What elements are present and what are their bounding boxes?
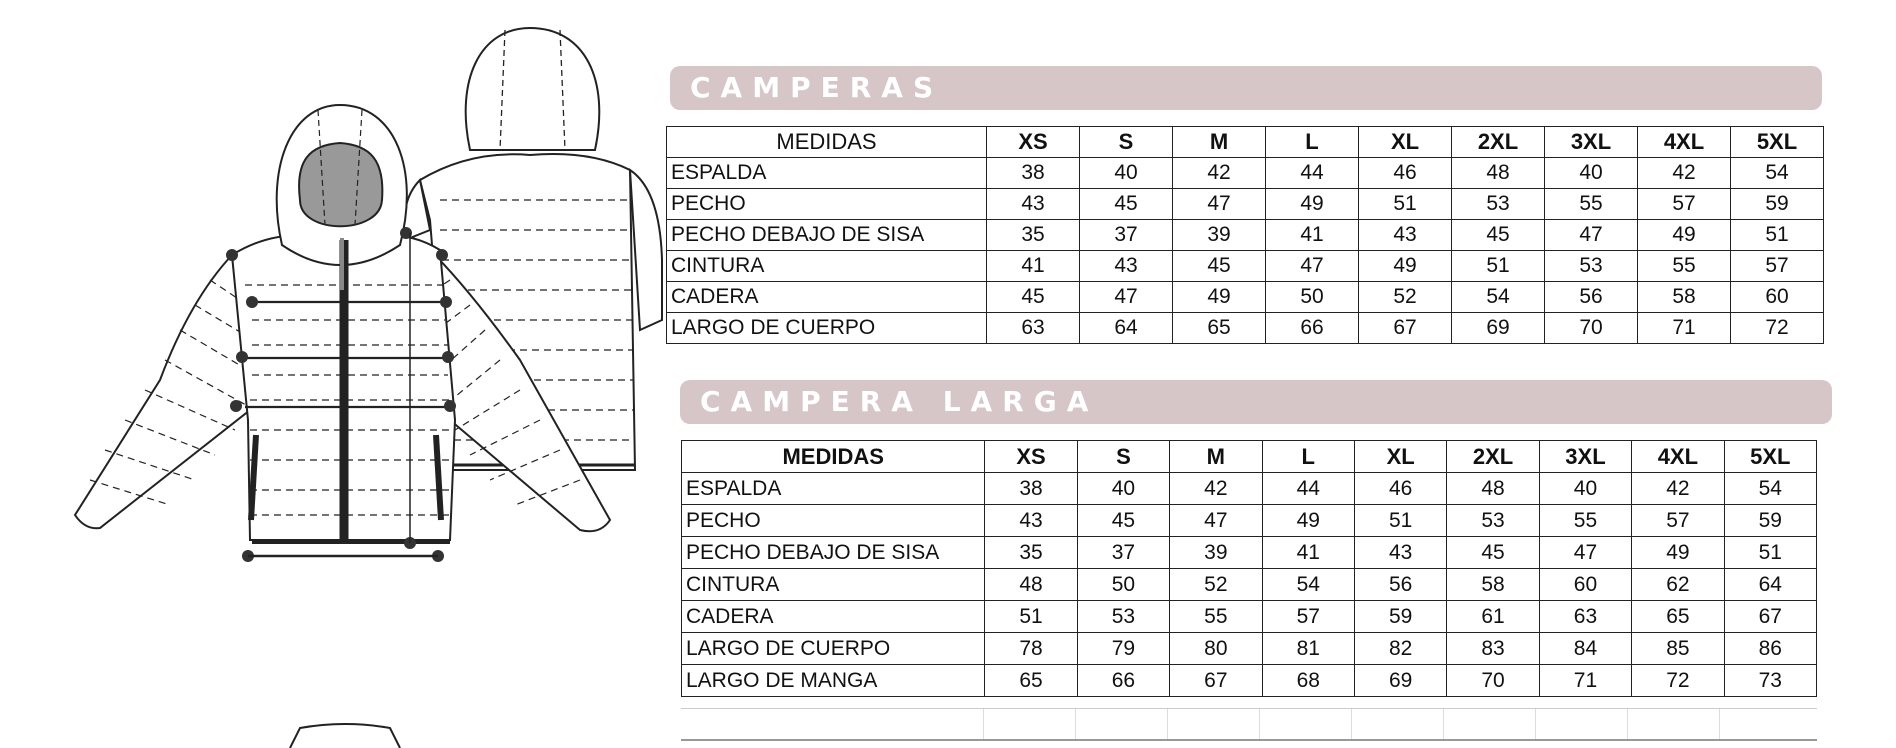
measure-value: 57 [1632, 505, 1724, 537]
measure-value: 63 [1539, 601, 1631, 633]
measure-value: 49 [1173, 282, 1266, 313]
measure-value: 42 [1173, 158, 1266, 189]
measure-value: 42 [1170, 473, 1262, 505]
measure-value: 53 [1452, 189, 1545, 220]
measure-value: 54 [1724, 473, 1816, 505]
next-jacket-partial-icon [290, 724, 400, 748]
measure-value: 57 [1262, 601, 1354, 633]
size-header: XS [985, 441, 1077, 473]
measure-value: 54 [1262, 569, 1354, 601]
measure-value: 62 [1632, 569, 1724, 601]
measure-value: 41 [1262, 537, 1354, 569]
table-row [682, 633, 1817, 665]
measure-value: 37 [1080, 220, 1173, 251]
measure-value: 58 [1638, 282, 1731, 313]
size-header: XL [1359, 127, 1452, 158]
measure-value: 41 [987, 251, 1080, 282]
measure-value: 60 [1731, 282, 1824, 313]
measure-value: 50 [1077, 569, 1169, 601]
table-header-row [682, 441, 1817, 473]
table-row [682, 569, 1817, 601]
table-row [667, 189, 1824, 220]
size-header: 3XL [1539, 441, 1631, 473]
measure-value: 38 [987, 158, 1080, 189]
table-row [682, 537, 1817, 569]
measure-value: 71 [1638, 313, 1731, 344]
measure-value: 59 [1731, 189, 1824, 220]
measure-value: 35 [987, 220, 1080, 251]
measure-label: PECHO DEBAJO DE SISA [667, 220, 987, 251]
measure-value: 45 [1080, 189, 1173, 220]
measure-value: 54 [1452, 282, 1545, 313]
measure-value: 86 [1724, 633, 1816, 665]
camperas-size-table [666, 126, 1824, 344]
measure-value: 66 [1077, 665, 1169, 697]
measure-value: 43 [987, 189, 1080, 220]
measure-value: 61 [1447, 601, 1539, 633]
size-header: 2XL [1452, 127, 1545, 158]
measure-value: 40 [1077, 473, 1169, 505]
measure-label: CINTURA [667, 251, 987, 282]
measure-value: 71 [1539, 665, 1631, 697]
measure-value: 57 [1731, 251, 1824, 282]
measure-value: 67 [1724, 601, 1816, 633]
campera-larga-title: CAMPERA LARGA [700, 385, 1099, 418]
measure-value: 35 [985, 537, 1077, 569]
measure-value: 80 [1170, 633, 1262, 665]
measure-value: 47 [1539, 537, 1631, 569]
table-row [682, 601, 1817, 633]
measure-label: PECHO DEBAJO DE SISA [682, 537, 985, 569]
measure-label: LARGO DE CUERPO [682, 633, 985, 665]
table-row [682, 665, 1817, 697]
measure-value: 51 [1354, 505, 1446, 537]
campera-larga-banner [680, 380, 1832, 424]
measure-value: 81 [1262, 633, 1354, 665]
size-header: L [1266, 127, 1359, 158]
measure-value: 51 [1359, 189, 1452, 220]
measure-value: 53 [1077, 601, 1169, 633]
measure-value: 83 [1447, 633, 1539, 665]
measure-value: 56 [1545, 282, 1638, 313]
measure-value: 69 [1354, 665, 1446, 697]
measure-value: 51 [1724, 537, 1816, 569]
measure-value: 40 [1539, 473, 1631, 505]
measure-value: 43 [1080, 251, 1173, 282]
size-header: XL [1354, 441, 1446, 473]
measure-value: 40 [1080, 158, 1173, 189]
measure-value: 44 [1262, 473, 1354, 505]
measure-value: 65 [1173, 313, 1266, 344]
measure-value: 40 [1545, 158, 1638, 189]
measure-value: 45 [1173, 251, 1266, 282]
measure-value: 67 [1170, 665, 1262, 697]
measure-value: 45 [1452, 220, 1545, 251]
measure-value: 52 [1170, 569, 1262, 601]
measure-label: CADERA [667, 282, 987, 313]
measure-value: 47 [1173, 189, 1266, 220]
measure-value: 37 [1077, 537, 1169, 569]
measure-value: 70 [1545, 313, 1638, 344]
measure-value: 55 [1539, 505, 1631, 537]
measure-value: 50 [1266, 282, 1359, 313]
measure-value: 47 [1545, 220, 1638, 251]
size-header: 3XL [1545, 127, 1638, 158]
measure-value: 59 [1724, 505, 1816, 537]
measure-value: 53 [1545, 251, 1638, 282]
measure-value: 57 [1638, 189, 1731, 220]
measure-value: 55 [1170, 601, 1262, 633]
measure-value: 65 [985, 665, 1077, 697]
measure-value: 53 [1447, 505, 1539, 537]
table-row [667, 282, 1824, 313]
measure-value: 48 [1447, 473, 1539, 505]
measure-label: PECHO [667, 189, 987, 220]
measure-value: 64 [1080, 313, 1173, 344]
measure-value: 38 [985, 473, 1077, 505]
measure-value: 55 [1638, 251, 1731, 282]
measure-value: 48 [1452, 158, 1545, 189]
measure-value: 47 [1170, 505, 1262, 537]
measure-label: CADERA [682, 601, 985, 633]
measure-value: 49 [1632, 537, 1724, 569]
measure-label: ESPALDA [682, 473, 985, 505]
size-header: 5XL [1724, 441, 1816, 473]
measure-value: 73 [1724, 665, 1816, 697]
measure-value: 72 [1632, 665, 1724, 697]
size-header: S [1077, 441, 1169, 473]
measure-label: LARGO DE CUERPO [667, 313, 987, 344]
jacket-illustration [0, 0, 680, 748]
measure-value: 59 [1354, 601, 1446, 633]
measure-label: LARGO DE MANGA [682, 665, 985, 697]
size-header: XS [987, 127, 1080, 158]
size-header: L [1262, 441, 1354, 473]
measure-value: 48 [985, 569, 1077, 601]
measure-value: 56 [1354, 569, 1446, 601]
measure-value: 51 [1731, 220, 1824, 251]
campera-larga-size-table [681, 440, 1817, 697]
header-medidas: MEDIDAS [667, 127, 987, 158]
measure-value: 39 [1170, 537, 1262, 569]
size-header: M [1173, 127, 1266, 158]
table-row [667, 313, 1824, 344]
measure-value: 51 [985, 601, 1077, 633]
measure-value: 55 [1545, 189, 1638, 220]
measure-value: 41 [1266, 220, 1359, 251]
measure-value: 43 [1354, 537, 1446, 569]
measure-value: 60 [1539, 569, 1631, 601]
measure-value: 78 [985, 633, 1077, 665]
measure-value: 44 [1266, 158, 1359, 189]
measure-value: 49 [1266, 189, 1359, 220]
measure-value: 46 [1354, 473, 1446, 505]
size-header: M [1170, 441, 1262, 473]
size-header: 2XL [1447, 441, 1539, 473]
measure-value: 68 [1262, 665, 1354, 697]
table-row [682, 473, 1817, 505]
measure-value: 67 [1359, 313, 1452, 344]
table-row [667, 251, 1824, 282]
measure-value: 66 [1266, 313, 1359, 344]
header-medidas: MEDIDAS [682, 441, 985, 473]
measure-value: 85 [1632, 633, 1724, 665]
measure-value: 39 [1173, 220, 1266, 251]
size-header: 4XL [1638, 127, 1731, 158]
table-row [667, 158, 1824, 189]
measure-value: 45 [1077, 505, 1169, 537]
measure-value: 52 [1359, 282, 1452, 313]
measure-value: 47 [1080, 282, 1173, 313]
measure-value: 63 [987, 313, 1080, 344]
measure-value: 84 [1539, 633, 1631, 665]
measure-value: 54 [1731, 158, 1824, 189]
measure-value: 72 [1731, 313, 1824, 344]
table-header-row [667, 127, 1824, 158]
measure-value: 43 [1359, 220, 1452, 251]
measure-value: 69 [1452, 313, 1545, 344]
faded-table-row [681, 708, 1817, 741]
measure-label: PECHO [682, 505, 985, 537]
measure-value: 79 [1077, 633, 1169, 665]
table-row [667, 220, 1824, 251]
measure-value: 49 [1262, 505, 1354, 537]
measure-value: 45 [1447, 537, 1539, 569]
measure-value: 46 [1359, 158, 1452, 189]
measure-label: ESPALDA [667, 158, 987, 189]
measure-value: 49 [1638, 220, 1731, 251]
table-row [682, 505, 1817, 537]
measure-value: 43 [985, 505, 1077, 537]
measure-value: 64 [1724, 569, 1816, 601]
camperas-title: CAMPERAS [690, 71, 944, 104]
measure-value: 42 [1638, 158, 1731, 189]
size-header: 5XL [1731, 127, 1824, 158]
measure-value: 49 [1359, 251, 1452, 282]
measure-value: 47 [1266, 251, 1359, 282]
measure-value: 51 [1452, 251, 1545, 282]
size-header: 4XL [1632, 441, 1724, 473]
measure-value: 70 [1447, 665, 1539, 697]
measure-value: 58 [1447, 569, 1539, 601]
measure-value: 42 [1632, 473, 1724, 505]
measure-label: CINTURA [682, 569, 985, 601]
camperas-banner [670, 66, 1822, 110]
size-header: S [1080, 127, 1173, 158]
measure-value: 82 [1354, 633, 1446, 665]
measure-value: 45 [987, 282, 1080, 313]
measure-value: 65 [1632, 601, 1724, 633]
